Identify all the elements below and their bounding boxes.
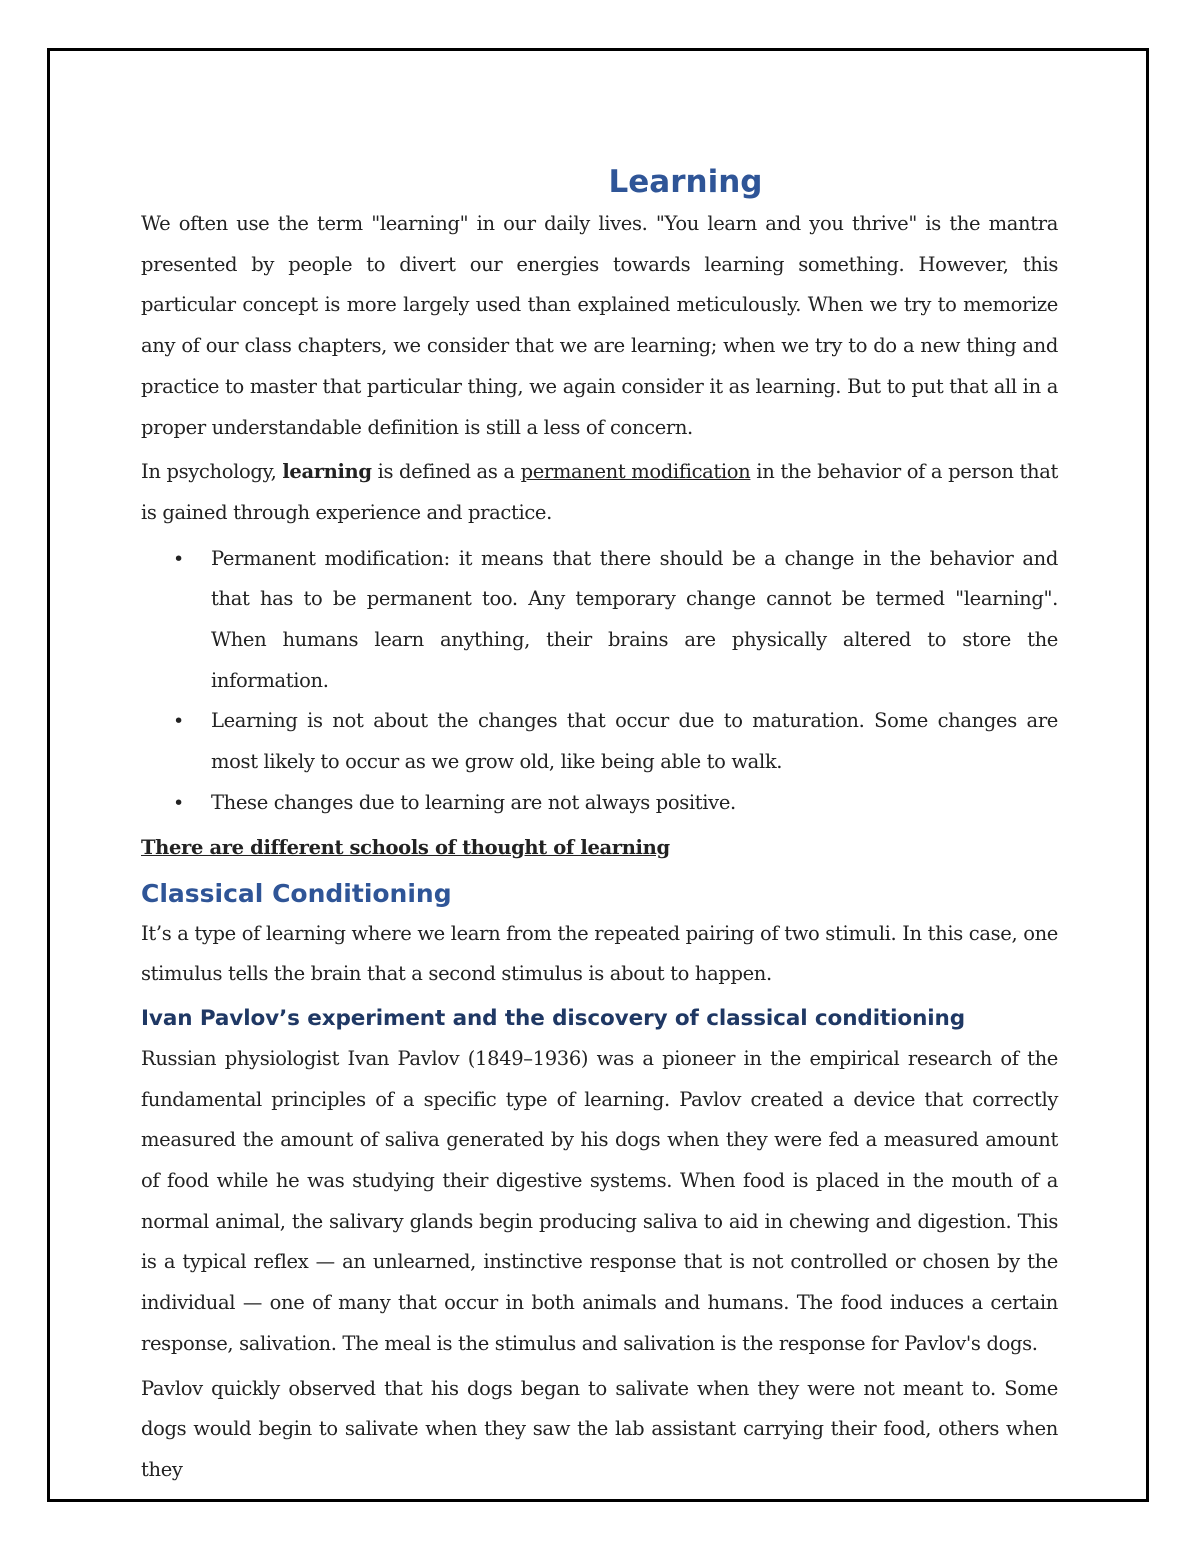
bullet-icon: • bbox=[173, 710, 184, 733]
classical-conditioning-paragraph: It’s a type of learning where we learn from the repeated pairing of two stimuli. In this case, one stimulus tells the brain that a second stimulus is about to happen. bbox=[141, 921, 1058, 986]
definition-term: learning bbox=[282, 460, 372, 484]
definition-key-phrase: permanent modification bbox=[520, 460, 751, 484]
definition-middle: is defined as a bbox=[371, 460, 521, 484]
list-item bbox=[173, 701, 1058, 782]
intro-paragraph: We often use the term "learning" in our daily lives. "You learn and you thrive" is the mantra presented by people to divert our energies towards learning something. However, this particular concept is more largely used than explained meticulously. When we try to memorize any of our class chapters, we consider that we are learning; when we try to do a new thing and practice to master that particular thing, we again consider it as learning. But to put that all in a proper understandable definition is still a less of concern. bbox=[141, 212, 1058, 439]
list-item bbox=[173, 539, 1058, 702]
definition-paragraph bbox=[141, 452, 1058, 533]
document-title: Learning bbox=[608, 164, 763, 200]
bullet-icon: • bbox=[173, 791, 184, 814]
definition-after: in the behavior of a person that is gained through experience and practice. bbox=[141, 460, 1058, 524]
schools-heading: There are different schools of thought of learning bbox=[141, 835, 670, 859]
list-item bbox=[173, 783, 1058, 824]
bullet-list bbox=[141, 539, 1058, 824]
list-item-text: Permanent modification: it means that there should be a change in the behavior and that has to be permanent too. Any temporary change cannot be termed "learning". When humans learn anything, their brains are physically altered to store the information. bbox=[211, 546, 1058, 692]
definition-before: In psychology, bbox=[141, 460, 283, 484]
list-item-text: Learning is not about the changes that occur due to maturation. Some changes are most likely to occur as we grow old, like being able to walk. bbox=[211, 709, 1058, 774]
list-item-text: These changes due to learning are not always positive. bbox=[211, 790, 736, 814]
pavlov-paragraph-2: Pavlov quickly observed that his dogs began to salivate when they were not meant to. Some dogs would begin to salivate when they saw the lab assistant carrying their food, others when they bbox=[141, 1376, 1058, 1481]
pavlov-paragraph-1: Russian physiologist Ivan Pavlov (1849–1936) was a pioneer in the empirical research of the fundamental principles of a specific type of learning. Pavlov created a device that correctly measured the amount of saliva generated by his dogs when they were fed a measured amount of food while he was studying their digestive systems. When food is placed in the mouth of a normal animal, the salivary glands begin producing saliva to aid in chewing and digestion. This is a typical reflex — an unlearned, instinctive response that is not controlled or chosen by the individual — one of many that occur in both animals and humans. The food induces a certain response, salivation. The meal is the stimulus and salivation is the response for Pavlov's dogs. bbox=[141, 1046, 1058, 1355]
document-body bbox=[141, 160, 1058, 1491]
classical-conditioning-heading: Classical Conditioning bbox=[141, 878, 452, 908]
bullet-icon: • bbox=[173, 547, 184, 570]
pavlov-heading: Ivan Pavlov’s experiment and the discovery of classical conditioning bbox=[141, 1005, 966, 1031]
